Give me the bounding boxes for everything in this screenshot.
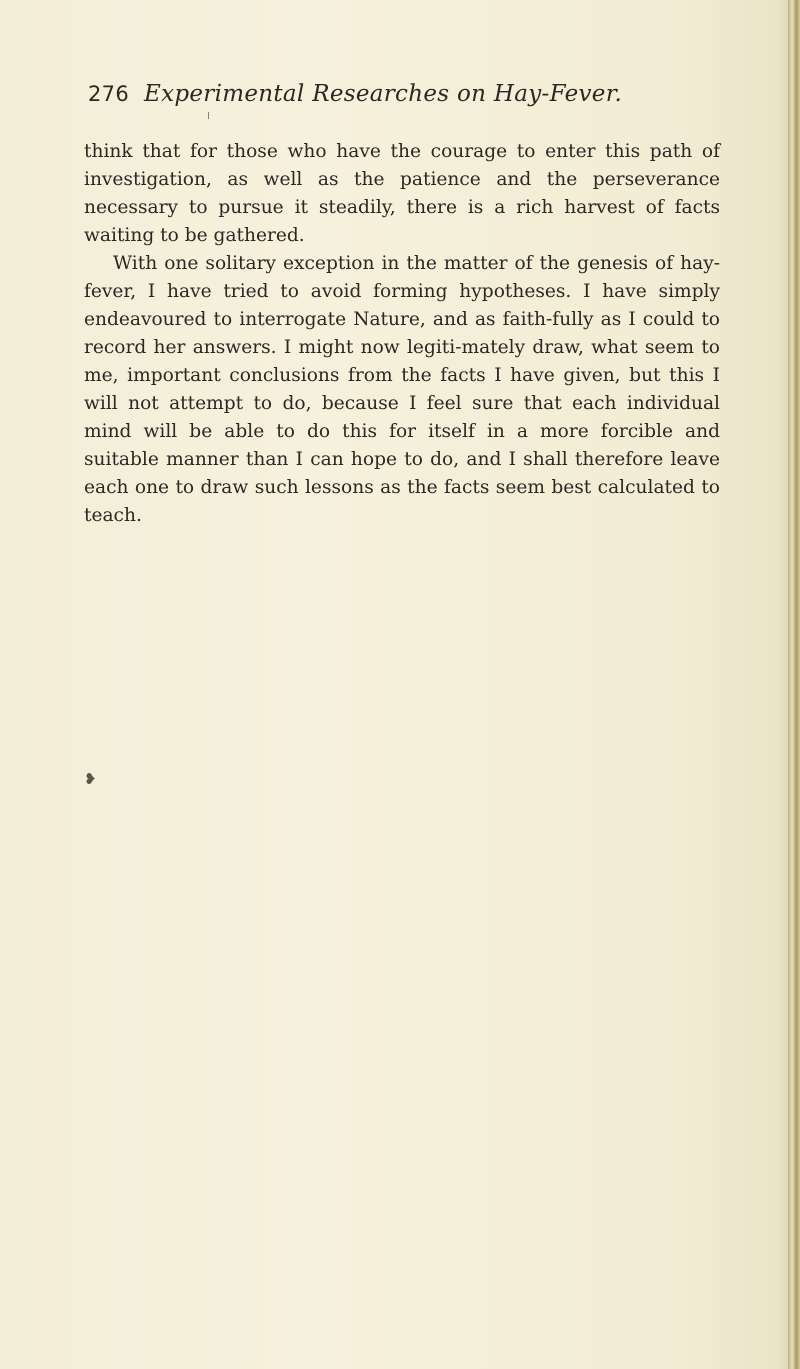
running-header [88,74,728,114]
print-speck [208,112,209,119]
paragraph-conclusion: With one solitary exception in the matter of the genesis of hay-fever, I have tried to avoid forming hypotheses. I have simply endeavoured to interrogate Nature, and as faith-fully as I could to record her answers. I might now legiti-mately draw, what seem to me, important conclusions from the facts I have given, but this I will not attempt to do, because I feel sure that each individual mind will be able to do this for itself in a more forcible and suitable manner than I can hope to do, and I shall therefore leave each one to draw such lessons as the facts seem best calculated to teach. [84,253,720,526]
stray-mark-icon: ❥ [84,770,97,788]
page-edge [788,0,800,1369]
paragraph-continuation: think that for those who have the courage to enter this path of investigation, as well as the patience and the perseverance necessary to pursue it steadily, there is a rich harvest of facts waiting to be gathered. [84,141,720,246]
running-title: Experimental Researches on Hay-Fever. [144,81,623,107]
page-number: 276 [88,82,129,106]
body-text [84,138,720,530]
